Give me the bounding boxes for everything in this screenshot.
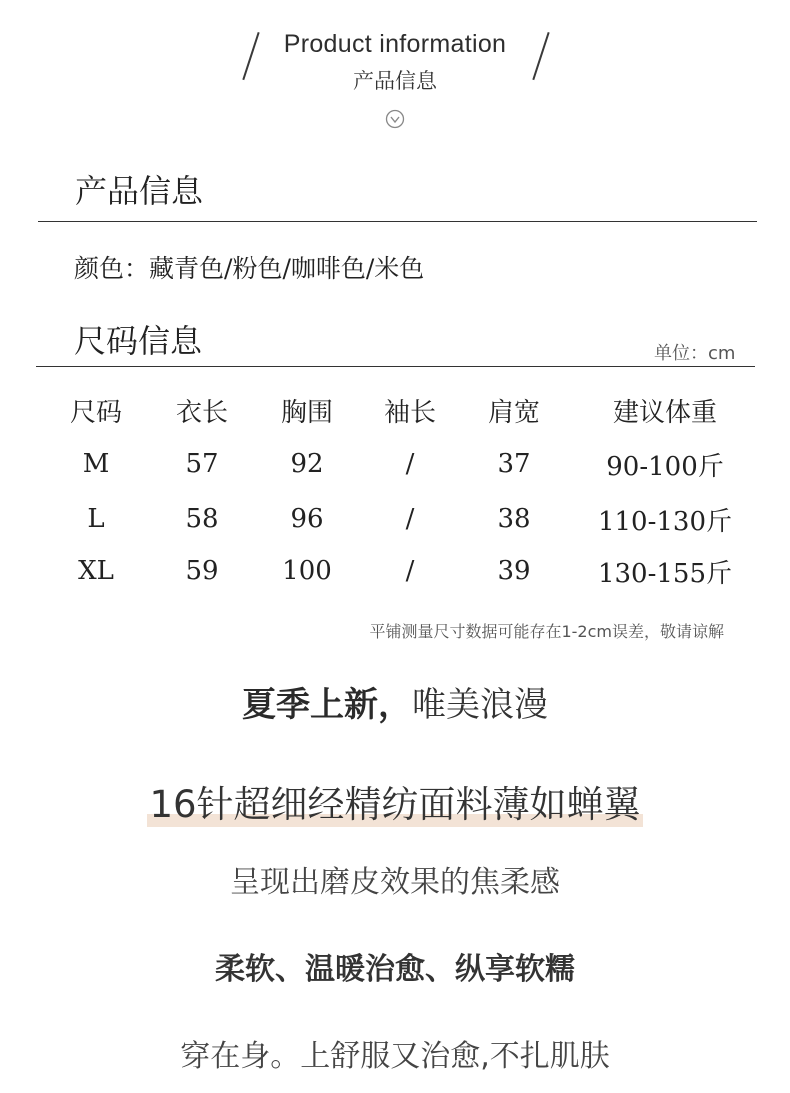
product-section-divider xyxy=(38,221,757,222)
table-cell: 90-100斤 xyxy=(606,451,724,482)
size-table-header xyxy=(40,384,760,437)
table-cell: 37 xyxy=(497,449,531,479)
column-header: 袖长 xyxy=(383,398,436,428)
table-cell: 58 xyxy=(185,504,219,534)
table-cell: 39 xyxy=(497,556,531,586)
table-row xyxy=(40,437,760,491)
feature-line-1-rest: 唯美浪漫 xyxy=(412,685,548,725)
feature-line-4: 柔软、温暖治愈、纵享软糯 xyxy=(215,952,575,987)
header-title-cn: 产品信息 xyxy=(353,69,437,93)
table-cell: 130-155斤 xyxy=(597,558,733,589)
table-cell: 38 xyxy=(497,504,531,534)
color-label: 颜色： xyxy=(74,254,150,283)
table-cell: 110-130斤 xyxy=(597,506,733,537)
color-line xyxy=(74,249,424,285)
table-cell: 92 xyxy=(290,449,324,479)
chevron-down-circle-icon xyxy=(385,109,405,129)
size-section-title: 尺码信息 xyxy=(74,322,203,360)
table-row xyxy=(40,491,760,547)
table-cell: / xyxy=(405,449,415,479)
header-title-en: Product information xyxy=(283,30,507,58)
feature-line-3: 呈现出磨皮效果的焦柔感 xyxy=(230,865,560,900)
size-table xyxy=(40,384,760,595)
table-cell: L xyxy=(87,504,105,534)
table-cell: / xyxy=(405,556,415,586)
table-row xyxy=(40,547,760,595)
column-header: 建议体重 xyxy=(612,398,717,428)
feature-line-1-bold: 夏季上新， xyxy=(242,685,412,725)
column-header: 衣长 xyxy=(175,398,228,428)
size-section-divider xyxy=(36,366,755,367)
table-cell: / xyxy=(405,504,415,534)
table-cell: XL xyxy=(78,556,114,586)
table-cell: 100 xyxy=(282,556,332,586)
measurement-note: 平铺测量尺寸数据可能存在1-2cm误差，敬请谅解 xyxy=(369,622,724,641)
feature-line-2 xyxy=(0,774,790,828)
color-values: 藏青色/粉色/咖啡色/米色 xyxy=(149,254,425,283)
column-header: 肩宽 xyxy=(487,398,540,428)
feature-line-5: 穿在身。上舒服又治愈,不扎肌肤 xyxy=(180,1039,610,1074)
unit-label: 单位：cm xyxy=(654,343,736,364)
product-section-title: 产品信息 xyxy=(75,172,204,210)
feature-line-2-text: 16针超细经精纺面料薄如蝉翼 xyxy=(147,774,642,828)
table-cell: 57 xyxy=(185,449,219,479)
table-cell: 59 xyxy=(185,556,219,586)
column-header: 尺码 xyxy=(69,398,122,428)
table-cell: 96 xyxy=(290,504,324,534)
column-header: 胸围 xyxy=(280,398,333,428)
feature-line-1 xyxy=(0,677,790,726)
table-cell: M xyxy=(82,449,110,479)
